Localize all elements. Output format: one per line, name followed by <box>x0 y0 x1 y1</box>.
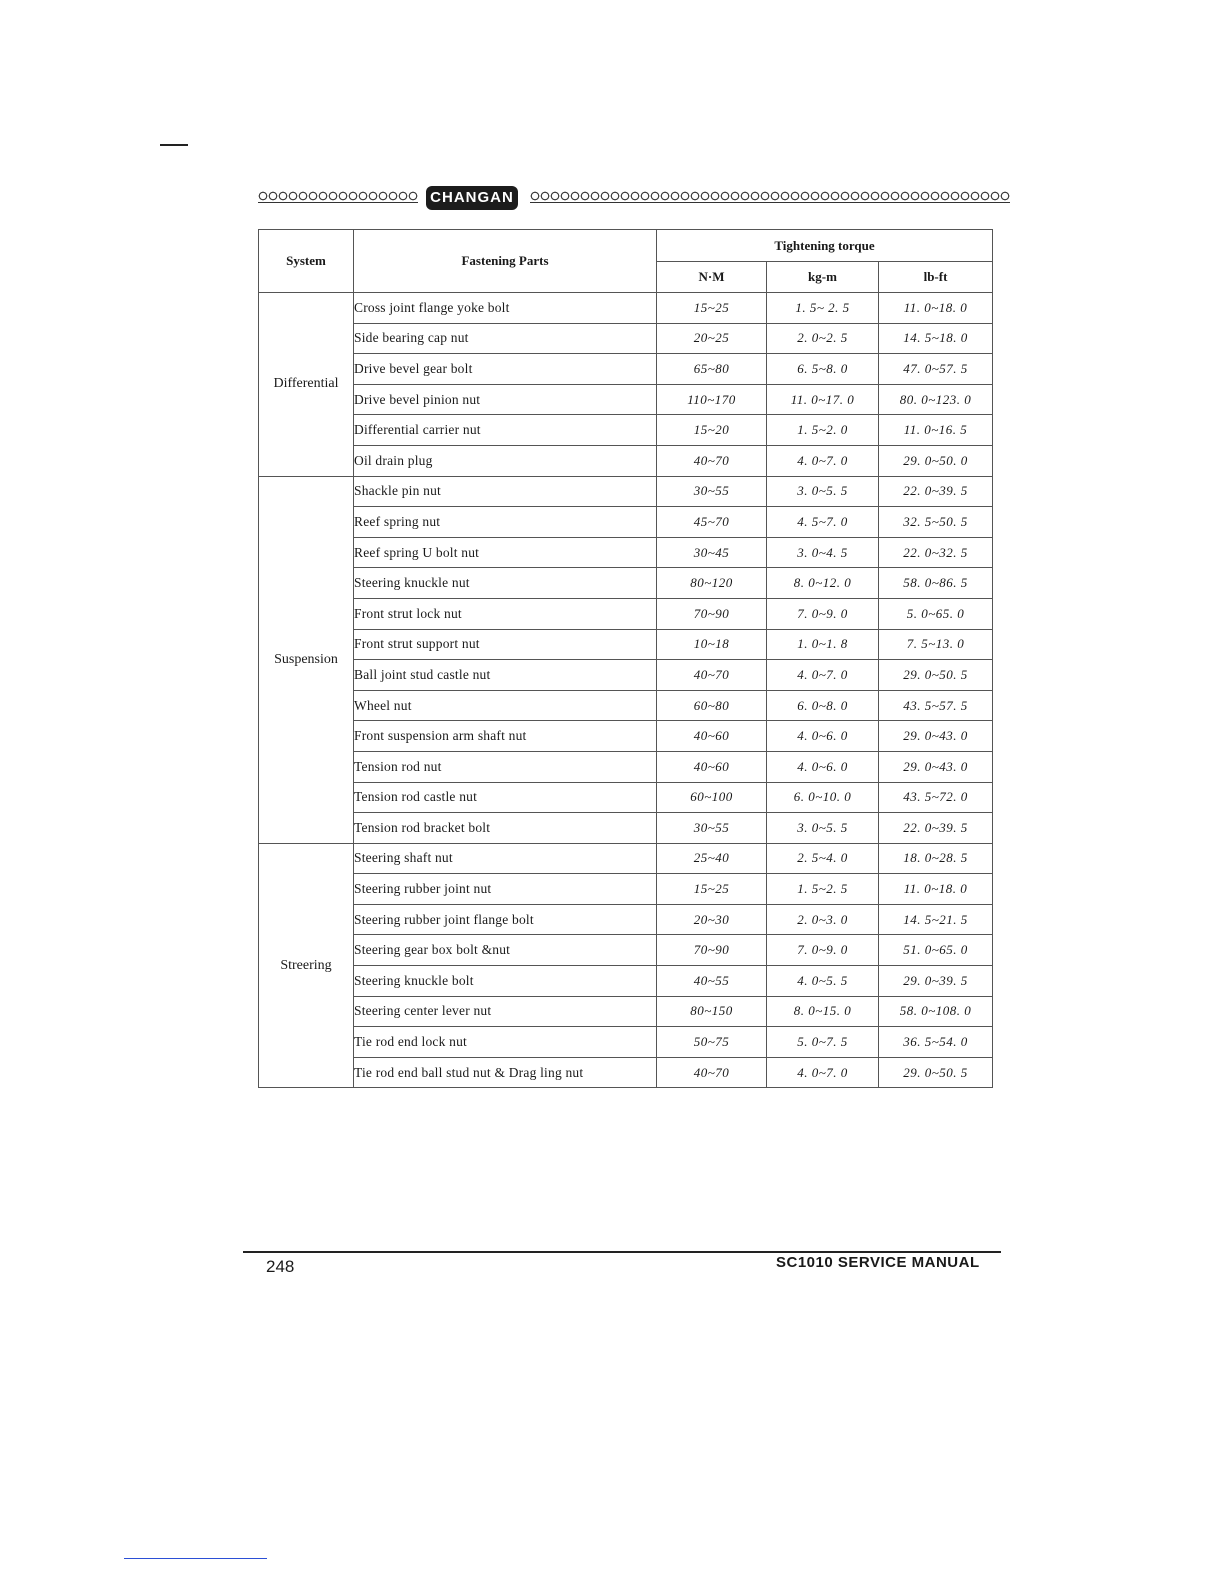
table-row <box>259 384 993 415</box>
torque-nm-cell: 50~75 <box>657 1027 767 1058</box>
torque-lbft-cell: 7. 5~13. 0 <box>879 629 993 660</box>
torque-table <box>258 229 993 1088</box>
torque-nm-cell: 110~170 <box>657 384 767 415</box>
torque-nm-cell: 25~40 <box>657 843 767 874</box>
torque-kgm-cell: 2. 0~2. 5 <box>767 323 879 354</box>
torque-kgm-cell: 3. 0~5. 5 <box>767 476 879 507</box>
bottom-link-underline <box>124 1558 267 1559</box>
table-row <box>259 1027 993 1058</box>
page-number: 248 <box>266 1257 295 1276</box>
torque-lbft-cell: 14. 5~18. 0 <box>879 323 993 354</box>
torque-lbft-cell: 36. 5~54. 0 <box>879 1027 993 1058</box>
torque-kgm-cell: 1. 0~1. 8 <box>767 629 879 660</box>
torque-kgm-cell: 1. 5~2. 0 <box>767 415 879 446</box>
table-row <box>259 660 993 691</box>
fastening-part-cell: Ball joint stud castle nut <box>354 660 657 691</box>
table-row <box>259 782 993 813</box>
footer-rule <box>243 1251 1001 1253</box>
torque-nm-cell: 30~45 <box>657 537 767 568</box>
fastening-part-cell: Steering center lever nut <box>354 996 657 1027</box>
torque-nm-cell: 15~25 <box>657 874 767 905</box>
torque-kgm-cell: 3. 0~4. 5 <box>767 537 879 568</box>
header-ornament <box>258 186 1010 212</box>
fastening-part-cell: Front strut lock nut <box>354 598 657 629</box>
torque-nm-cell: 70~90 <box>657 598 767 629</box>
header-unit-lbft: lb-ft <box>879 262 993 293</box>
fastening-part-cell: Front strut support nut <box>354 629 657 660</box>
fastening-part-cell: Cross joint flange yoke bolt <box>354 293 657 324</box>
torque-lbft-cell: 51. 0~65. 0 <box>879 935 993 966</box>
fastening-part-cell: Steering gear box bolt &nut <box>354 935 657 966</box>
torque-kgm-cell: 6. 0~8. 0 <box>767 690 879 721</box>
torque-kgm-cell: 7. 0~9. 0 <box>767 598 879 629</box>
torque-lbft-cell: 14. 5~21. 5 <box>879 904 993 935</box>
torque-kgm-cell: 4. 5~7. 0 <box>767 507 879 538</box>
margin-dash <box>160 144 188 146</box>
torque-lbft-cell: 29. 0~39. 5 <box>879 966 993 997</box>
torque-kgm-cell: 2. 0~3. 0 <box>767 904 879 935</box>
fastening-part-cell: Reef spring nut <box>354 507 657 538</box>
torque-lbft-cell: 11. 0~18. 0 <box>879 293 993 324</box>
torque-lbft-cell: 5. 0~65. 0 <box>879 598 993 629</box>
torque-lbft-cell: 18. 0~28. 5 <box>879 843 993 874</box>
table-row <box>259 568 993 599</box>
torque-nm-cell: 15~20 <box>657 415 767 446</box>
torque-lbft-cell: 47. 0~57. 5 <box>879 354 993 385</box>
header-system: System <box>259 230 354 293</box>
table-row <box>259 721 993 752</box>
torque-lbft-cell: 80. 0~123. 0 <box>879 384 993 415</box>
table-row <box>259 874 993 905</box>
torque-nm-cell: 60~100 <box>657 782 767 813</box>
fastening-part-cell: Wheel nut <box>354 690 657 721</box>
torque-nm-cell: 40~60 <box>657 721 767 752</box>
torque-lbft-cell: 32. 5~50. 5 <box>879 507 993 538</box>
torque-nm-cell: 20~30 <box>657 904 767 935</box>
fastening-part-cell: Steering knuckle nut <box>354 568 657 599</box>
torque-kgm-cell: 3. 0~5. 5 <box>767 813 879 844</box>
torque-lbft-cell: 43. 5~57. 5 <box>879 690 993 721</box>
torque-kgm-cell: 1. 5~ 2. 5 <box>767 293 879 324</box>
torque-nm-cell: 45~70 <box>657 507 767 538</box>
torque-nm-cell: 40~70 <box>657 660 767 691</box>
torque-kgm-cell: 4. 0~7. 0 <box>767 445 879 476</box>
torque-kgm-cell: 4. 0~5. 5 <box>767 966 879 997</box>
table-row <box>259 537 993 568</box>
manual-title: SC1010 SERVICE MANUAL <box>776 1254 980 1271</box>
table-row <box>259 996 993 1027</box>
torque-nm-cell: 40~70 <box>657 445 767 476</box>
fastening-part-cell: Steering rubber joint nut <box>354 874 657 905</box>
table-row <box>259 751 993 782</box>
torque-nm-cell: 40~70 <box>657 1057 767 1088</box>
table-row <box>259 629 993 660</box>
torque-kgm-cell: 4. 0~6. 0 <box>767 721 879 752</box>
torque-kgm-cell: 7. 0~9. 0 <box>767 935 879 966</box>
fastening-part-cell: Tension rod castle nut <box>354 782 657 813</box>
table-row <box>259 476 993 507</box>
torque-nm-cell: 40~55 <box>657 966 767 997</box>
torque-nm-cell: 65~80 <box>657 354 767 385</box>
torque-nm-cell: 80~150 <box>657 996 767 1027</box>
ornament-chain-left <box>258 190 418 203</box>
torque-lbft-cell: 22. 0~39. 5 <box>879 813 993 844</box>
torque-kgm-cell: 6. 0~10. 0 <box>767 782 879 813</box>
torque-lbft-cell: 11. 0~16. 5 <box>879 415 993 446</box>
table-row <box>259 323 993 354</box>
torque-kgm-cell: 11. 0~17. 0 <box>767 384 879 415</box>
torque-kgm-cell: 4. 0~7. 0 <box>767 1057 879 1088</box>
fastening-part-cell: Shackle pin nut <box>354 476 657 507</box>
system-cell: Suspension <box>259 476 354 843</box>
table-row <box>259 690 993 721</box>
table-row <box>259 1057 993 1088</box>
fastening-part-cell: Differential carrier nut <box>354 415 657 446</box>
fastening-part-cell: Drive bevel gear bolt <box>354 354 657 385</box>
fastening-part-cell: Reef spring U bolt nut <box>354 537 657 568</box>
fastening-part-cell: Steering shaft nut <box>354 843 657 874</box>
torque-kgm-cell: 5. 0~7. 5 <box>767 1027 879 1058</box>
table-row <box>259 445 993 476</box>
fastening-part-cell: Oil drain plug <box>354 445 657 476</box>
fastening-part-cell: Tie rod end lock nut <box>354 1027 657 1058</box>
torque-lbft-cell: 22. 0~39. 5 <box>879 476 993 507</box>
fastening-part-cell: Drive bevel pinion nut <box>354 384 657 415</box>
brand-logo: CHANGAN <box>426 186 518 210</box>
torque-kgm-cell: 4. 0~7. 0 <box>767 660 879 691</box>
ornament-chain-right <box>530 190 1010 203</box>
fastening-part-cell: Front suspension arm shaft nut <box>354 721 657 752</box>
fastening-part-cell: Tension rod nut <box>354 751 657 782</box>
torque-kgm-cell: 8. 0~15. 0 <box>767 996 879 1027</box>
torque-table-body <box>259 293 993 1088</box>
torque-nm-cell: 10~18 <box>657 629 767 660</box>
torque-nm-cell: 20~25 <box>657 323 767 354</box>
torque-kgm-cell: 2. 5~4. 0 <box>767 843 879 874</box>
table-row <box>259 293 993 324</box>
torque-nm-cell: 40~60 <box>657 751 767 782</box>
fastening-part-cell: Steering rubber joint flange bolt <box>354 904 657 935</box>
table-row <box>259 966 993 997</box>
table-row <box>259 415 993 446</box>
torque-nm-cell: 30~55 <box>657 476 767 507</box>
header-fastening-parts: Fastening Parts <box>354 230 657 293</box>
table-row <box>259 904 993 935</box>
torque-kgm-cell: 8. 0~12. 0 <box>767 568 879 599</box>
table-row <box>259 935 993 966</box>
torque-nm-cell: 60~80 <box>657 690 767 721</box>
system-cell: Differential <box>259 293 354 477</box>
torque-nm-cell: 15~25 <box>657 293 767 324</box>
table-row <box>259 843 993 874</box>
torque-lbft-cell: 29. 0~43. 0 <box>879 721 993 752</box>
header-tightening-torque: Tightening torque <box>657 230 993 262</box>
torque-kgm-cell: 6. 5~8. 0 <box>767 354 879 385</box>
torque-nm-cell: 80~120 <box>657 568 767 599</box>
torque-lbft-cell: 29. 0~50. 0 <box>879 445 993 476</box>
torque-lbft-cell: 58. 0~86. 5 <box>879 568 993 599</box>
torque-kgm-cell: 4. 0~6. 0 <box>767 751 879 782</box>
table-row <box>259 354 993 385</box>
torque-lbft-cell: 43. 5~72. 0 <box>879 782 993 813</box>
fastening-part-cell: Side bearing cap nut <box>354 323 657 354</box>
table-row <box>259 813 993 844</box>
fastening-part-cell: Steering knuckle bolt <box>354 966 657 997</box>
torque-nm-cell: 70~90 <box>657 935 767 966</box>
fastening-part-cell: Tension rod bracket bolt <box>354 813 657 844</box>
torque-lbft-cell: 22. 0~32. 5 <box>879 537 993 568</box>
fastening-part-cell: Tie rod end ball stud nut & Drag ling nut <box>354 1057 657 1088</box>
torque-nm-cell: 30~55 <box>657 813 767 844</box>
torque-lbft-cell: 29. 0~43. 0 <box>879 751 993 782</box>
torque-kgm-cell: 1. 5~2. 5 <box>767 874 879 905</box>
table-row <box>259 507 993 538</box>
header-unit-kgm: kg-m <box>767 262 879 293</box>
torque-lbft-cell: 29. 0~50. 5 <box>879 660 993 691</box>
header-unit-nm: N·M <box>657 262 767 293</box>
torque-lbft-cell: 11. 0~18. 0 <box>879 874 993 905</box>
table-row <box>259 598 993 629</box>
torque-lbft-cell: 58. 0~108. 0 <box>879 996 993 1027</box>
system-cell: Streering <box>259 843 354 1088</box>
torque-lbft-cell: 29. 0~50. 5 <box>879 1057 993 1088</box>
